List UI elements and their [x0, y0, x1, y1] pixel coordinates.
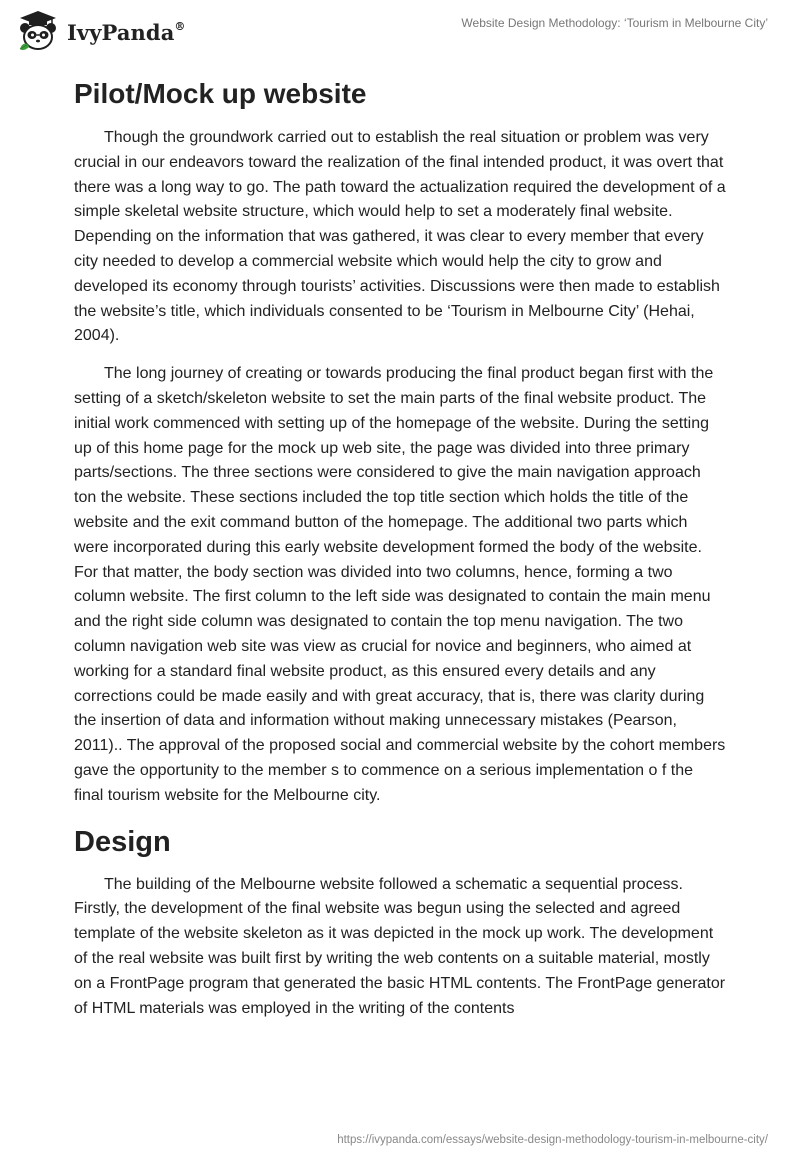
- panda-mascot-icon: [16, 9, 60, 53]
- paragraph: The building of the Melbourne website followed a schematic a sequential process. Firstly, the development of the final website was begun using the selected and agreed template of the website skeleton as it was depicted in the mock up work. The development of the real website was built first by writing the web contents on a suitable material, mostly on a FrontPage program that generated the basic HTML contents. The FrontPage generator of HTML materials was employed in the writing of the contents: [74, 875, 726, 1017]
- ivypanda-logo[interactable]: [16, 9, 186, 53]
- section-title-design: Design: [74, 825, 171, 858]
- registered-mark: ®: [174, 19, 186, 33]
- page-header: [0, 0, 800, 62]
- brand-name: IvyPanda®: [67, 19, 186, 45]
- paragraph: Though the groundwork carried out to establish the real situation or problem was very crucial in our endeavors toward the realization of the final intended product, it was overt that there was a long way to go. The path toward the actualization required the development of a simple skeletal website structure, which would help to set a moderately final website. Depending on the information that was gathered, it was clear to every member that every city needed to develop a commercial website which would help the city to grow and developed its economy through tourists’ activities. Discussions were then made to establish the website’s title, which individuals consented to be ‘Tourism in Melbourne City’ (Hehai, 2004).: [74, 129, 726, 345]
- document-title: Website Design Methodology: ‘Tourism in Melbourne City’: [461, 16, 768, 30]
- paragraph: The long journey of creating or towards producing the final product began first with the setting of a sketch/skeleton website to set the main parts of the final website product. The initial work commenced with setting up of the homepage of the website. During the setting up of this home page for the mock up web site, the page was divided into three primary parts/sections. The three sections were considered to give the main navigation approach ton the website. These sections included the top title section which holds the title of the website and the exit command button of the homepage. The additional two parts which were incorporated during this early website development formed the body of the website. For that matter, the body section was divided into two columns, hence, forming a two column website. The first column to the left side was designated to contain the main menu and the right side column was designated to contain the top menu navigation. The two column navigation web site was view as crucial for novice and beginners, who aimed at working for a standard final website product, as this ensured every details and any corrections could be made easily and with great accuracy, that is, there was clarity during the insertion of data and information without making unnecessary mistakes (Pearson, 2011).. The approval of the proposed social and commercial website by the cohort members gave the opportunity to the member s to commence on a serious implementation o f the final tourism website for the Melbourne city.: [74, 365, 726, 804]
- source-url[interactable]: https://ivypanda.com/essays/website-design-methodology-tourism-in-melbourne-city/: [337, 1134, 768, 1146]
- section-title-pilot-mockup: Pilot/Mock up website: [74, 78, 367, 109]
- essay-content: [74, 70, 726, 1021]
